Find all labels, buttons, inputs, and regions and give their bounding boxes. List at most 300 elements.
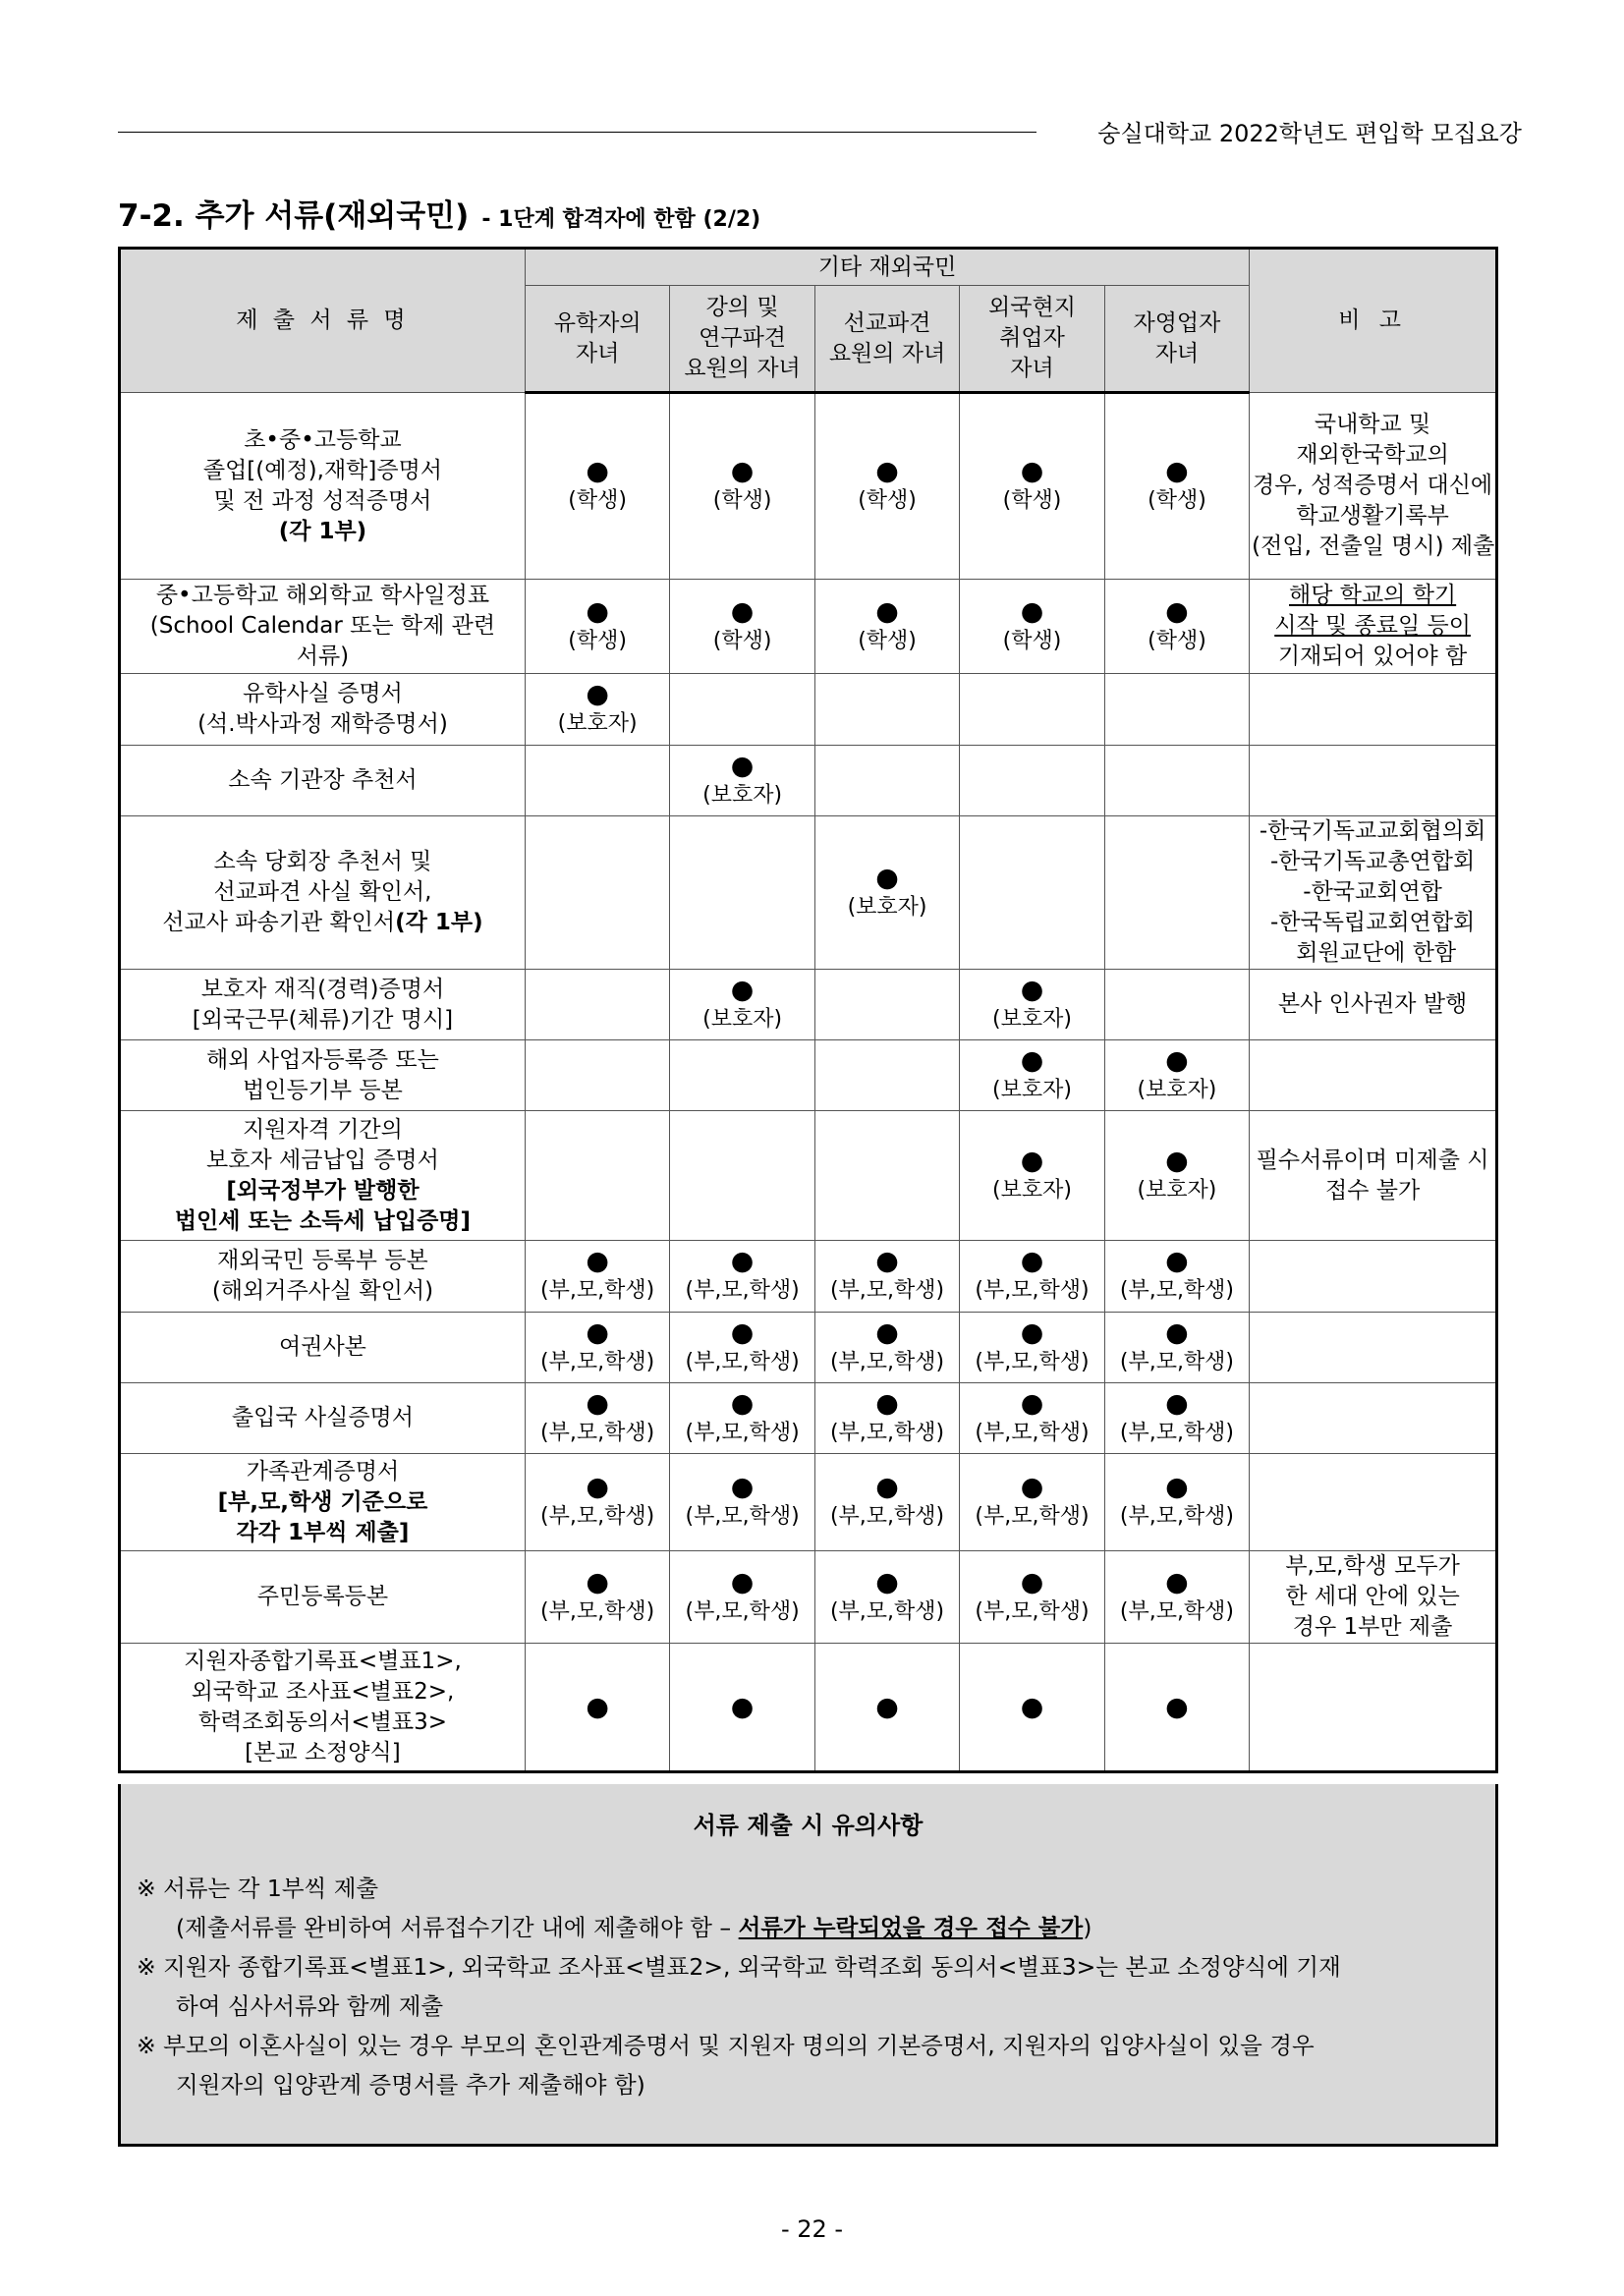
document-name-text: 선교파견 사실 확인서, [213,879,432,905]
document-name [120,1040,526,1111]
required-dot-icon: ● [1165,1472,1189,1502]
table-row [120,816,1497,970]
section-title-sub: - 1단계 합격자에 한함 (2/2) [481,207,761,232]
remark-cell [1250,1111,1497,1241]
column-header-5 [1104,286,1249,393]
remark-line: -한국기독교교회협의회 [1259,818,1486,844]
submitter-label: (부,모,학생) [685,1420,800,1445]
document-name [120,746,526,816]
requirement-cell [525,674,669,746]
group-header: 기타 재외국민 [525,249,1249,286]
section-title-main: 7-2. 추가 서류(재외국민) [118,198,470,234]
remark-cell [1250,1383,1497,1454]
remark-line: -한국기독교총연합회 [1269,849,1476,874]
document-name-text: 보호자 세금납입 증명서 [206,1147,439,1173]
required-dot-icon: ● [1165,456,1189,486]
note-text: 하여 심사서류와 함께 제출 [176,1992,444,2020]
document-name-text: 소속 당회장 추천서 및 [213,849,432,874]
submitter-label: (부,모,학생) [1119,1598,1235,1624]
requirement-cell [814,1241,959,1313]
document-name-text: 선교사 파송기관 확인서 [162,910,396,935]
submitter-label: (부,모,학생) [829,1278,945,1303]
document-name-line [123,517,523,547]
required-dot-icon: ● [875,862,899,893]
document-name-text: 재외국민 등록부 등본 [217,1248,428,1273]
submitter-label: (부,모,학생) [829,1420,945,1445]
submitter-label: (부,모,학생) [975,1278,1090,1303]
document-name-line [123,1246,523,1276]
document-name-text: (각 1부) [278,518,367,544]
remark-line: 필수서류이며 미제출 시 [1256,1147,1489,1173]
remark-line: 학교생활기록부 [1296,503,1449,529]
document-name-line [123,1146,523,1176]
remark-line: -한국교회연합 [1303,879,1442,905]
document-name-text: [본교 소정양식] [245,1739,401,1765]
column-header-line: 연구파견 [699,325,787,351]
document-name-line [123,975,523,1005]
submitter-label: (부,모,학생) [829,1349,945,1374]
submitter-label: (부,모,학생) [540,1598,655,1624]
document-name-text: 지원자격 기간의 [243,1116,403,1143]
document-name-text: [외국정부가 발행한 [226,1177,420,1204]
note-line [137,1908,1485,1947]
submitter-label: (보호자) [702,782,783,808]
submitter-label: (학생) [1148,488,1206,513]
document-name-line [123,1176,523,1206]
remark-cell [1250,816,1497,970]
document-name-line [123,581,523,611]
required-dot-icon: ● [1020,1145,1044,1176]
document-name-text: 소속 기관장 추천서 [228,767,418,793]
remark-line: 재외한국학교의 [1296,442,1449,468]
remark-line: 기재되어 있어야 함 [1277,644,1468,669]
requirement-cell [1104,1241,1249,1313]
table-row [120,1454,1497,1551]
document-name-line [123,1276,523,1307]
required-dot-icon: ● [1020,456,1044,486]
requirement-cell [960,816,1104,970]
header-text: 숭실대학교 2022학년도 편입학 모집요강 [1097,120,1522,147]
required-dot-icon: ● [730,1691,755,1722]
table-row [120,580,1497,674]
document-name-text: 학력조회동의서<별표3> [197,1708,448,1735]
requirement-cell [670,1040,814,1111]
requirement-cell [960,1644,1104,1772]
requirement-cell [670,580,814,674]
column-header-line: 취업자 [999,325,1065,351]
requirement-cell [960,580,1104,674]
required-dot-icon: ● [586,456,609,486]
required-dot-icon: ● [730,1246,755,1276]
note-header: 비 고 [1250,249,1497,393]
submitter-label: (부,모,학생) [975,1420,1090,1445]
required-dot-icon: ● [1020,1472,1044,1502]
document-name-text: 졸업[(예정),재학]증명서 [202,457,443,483]
document-name [120,1454,526,1551]
required-dot-icon: ● [586,1691,609,1722]
requirement-cell [960,1040,1104,1111]
submitter-label: (학생) [1148,628,1206,653]
requirement-cell [670,746,814,816]
remark-line: (전입, 전출일 명시) 제출 [1252,533,1495,559]
required-dot-icon: ● [1165,1316,1189,1348]
table-row [120,1111,1497,1241]
document-name-text: 및 전 과정 성적증명서 [213,487,432,514]
remark-line: 국내학교 및 [1314,412,1431,437]
requirement-cell [814,1111,959,1241]
document-name [120,1111,526,1241]
requirement-cell [960,1383,1104,1454]
submitter-label: (보호자) [992,1006,1072,1032]
document-name-line [123,679,523,709]
requirement-cell [1104,816,1249,970]
column-header-line: 선교파견 [843,309,931,336]
note-text: (제출서류를 완비하여 서류접수기간 내에 제출해야 함 – [176,1914,739,1941]
required-dot-icon: ● [730,456,755,486]
document-name [120,674,526,746]
requirement-cell [814,393,959,580]
submitter-label: (부,모,학생) [685,1278,800,1303]
column-header-4 [960,286,1104,393]
remark-cell [1250,1040,1497,1111]
submitter-label: (부,모,학생) [685,1349,800,1374]
document-name [120,1551,526,1644]
remark-cell [1250,1551,1497,1644]
requirement-cell [1104,674,1249,746]
requirement-cell [525,1241,669,1313]
required-dot-icon: ● [730,750,755,781]
column-header-line: 자녀 [1010,356,1054,381]
required-dot-icon: ● [730,1387,755,1419]
document-name-text: [외국근무(체류)기간 명시] [192,1006,454,1033]
column-header-2 [670,286,814,393]
document-name-line [123,642,523,672]
submitter-label: (학생) [858,628,917,653]
submitter-label: (부,모,학생) [685,1504,800,1529]
requirement-cell [1104,1383,1249,1454]
requirement-cell [525,393,669,580]
required-dot-icon: ● [1165,1145,1189,1176]
required-dot-icon: ● [875,1566,899,1597]
required-dot-icon: ● [1165,1246,1189,1276]
requirement-cell [814,1383,959,1454]
document-name-line [123,847,523,877]
requirement-cell [814,580,959,674]
remark-line: 경우 1부만 제출 [1292,1614,1453,1640]
required-dot-icon: ● [730,974,755,1005]
note-line [137,1987,1485,2026]
table-row [120,674,1497,746]
note-line [137,2026,1485,2065]
document-name-line [123,611,523,642]
required-dot-icon: ● [586,1566,609,1597]
document-name-line [123,1647,523,1677]
table-row [120,1383,1497,1454]
note-line [137,2065,1485,2104]
doc-name-header: 제 출 서 류 명 [120,249,526,393]
column-header-line: 자녀 [1154,340,1200,366]
document-name [120,1644,526,1772]
remark-cell [1250,1241,1497,1313]
document-name-line [123,709,523,740]
document-name-line [123,877,523,908]
submitter-label: (보호자) [702,1006,783,1032]
requirement-cell [960,674,1104,746]
document-name-text: 여권사본 [279,1334,366,1360]
document-name-text: 유학사실 증명서 [243,681,403,706]
requirement-cell [525,1313,669,1383]
remark-cell [1250,1644,1497,1772]
requirement-cell [525,1644,669,1772]
required-dot-icon: ● [586,679,609,709]
table-row [120,1551,1497,1644]
requirement-cell [670,970,814,1040]
submitter-label: (부,모,학생) [829,1504,945,1529]
submitter-label: (보호자) [847,894,927,920]
required-dot-icon: ● [586,595,609,627]
required-dot-icon: ● [730,595,755,627]
submitter-label: (부,모,학생) [1119,1349,1235,1374]
remark-line: 한 세대 안에 있는 [1285,1584,1460,1609]
table-row [120,1313,1497,1383]
document-name-text: 초•중•고등학교 [244,426,402,453]
requirement-cell [814,674,959,746]
remark-line: 본사 인사권자 발행 [1277,991,1468,1017]
submitter-label: (부,모,학생) [685,1598,800,1624]
documents-table [118,247,1498,1773]
document-name-text: 서류) [296,644,350,669]
requirement-cell [960,746,1104,816]
required-dot-icon: ● [586,1387,609,1419]
remark-line: 해당 학교의 학기 [1289,583,1457,608]
requirement-cell [1104,1644,1249,1772]
required-dot-icon: ● [730,1566,755,1597]
requirement-cell [525,1551,669,1644]
submitter-label: (부,모,학생) [1119,1504,1235,1529]
required-dot-icon: ● [875,1472,899,1502]
requirement-cell [525,816,669,970]
table-row [120,1040,1497,1111]
document-name-text: 출입국 사실증명서 [231,1405,414,1430]
note-tail: ) [1083,1914,1092,1941]
requirement-cell [525,970,669,1040]
required-dot-icon: ● [875,1691,899,1722]
submitter-label: (학생) [1002,488,1062,513]
requirement-cell [525,746,669,816]
requirement-cell [814,1040,959,1111]
document-name-line [123,486,523,517]
document-name-line [123,1708,523,1738]
requirement-cell [670,816,814,970]
document-name-line [123,1582,523,1612]
requirement-cell [1104,970,1249,1040]
required-dot-icon: ● [1165,595,1189,627]
submitter-label: (학생) [568,628,627,653]
document-name-text: 중•고등학교 해외학교 학사일정표 [155,583,490,608]
document-name [120,1313,526,1383]
note-text: 지원자의 입양관계 증명서를 추가 제출해야 함) [176,2071,645,2099]
document-name-line [123,1403,523,1433]
requirement-cell [670,1241,814,1313]
remark-cell [1250,746,1497,816]
requirement-cell [670,393,814,580]
requirement-cell [525,1454,669,1551]
required-dot-icon: ● [875,456,899,486]
submitter-label: (학생) [858,488,917,513]
note-text: ※ 서류는 각 1부씩 제출 [137,1875,379,1902]
required-dot-icon: ● [1165,1691,1189,1722]
document-name-line [123,1115,523,1146]
requirement-cell [1104,1313,1249,1383]
requirement-cell [525,1383,669,1454]
requirement-cell [960,1111,1104,1241]
requirement-cell [814,1454,959,1551]
required-dot-icon: ● [730,1472,755,1502]
requirement-cell [814,1313,959,1383]
requirement-cell [670,1383,814,1454]
document-name-line [123,1045,523,1076]
submitter-label: (학생) [712,628,772,653]
document-name-text: 가족관계증명서 [246,1458,400,1484]
submitter-label: (부,모,학생) [540,1349,655,1374]
requirement-cell [525,1040,669,1111]
requirement-cell [814,1644,959,1772]
document-name-line [123,1518,523,1548]
remark-line: 경우, 성적증명서 대신에 [1253,473,1493,498]
requirement-cell [670,1551,814,1644]
required-dot-icon: ● [1020,1387,1044,1419]
document-name-text: 각각 1부씩 제출] [236,1519,410,1545]
requirement-cell [1104,1454,1249,1551]
requirement-cell [1104,1111,1249,1241]
note-line [137,1869,1485,1908]
document-name-text: 지원자종합기록표<별표1>, [184,1648,462,1674]
document-name-text: 주민등록등본 [256,1584,389,1609]
requirement-cell [814,816,959,970]
requirement-cell [960,1241,1104,1313]
required-dot-icon: ● [875,595,899,627]
remark-line: -한국독립교회연합회 [1269,910,1476,935]
required-dot-icon: ● [1020,1044,1044,1076]
document-name-line [123,1677,523,1708]
requirement-cell [960,1551,1104,1644]
remark-cell [1250,393,1497,580]
document-name-text: (해외거주사실 확인서) [211,1278,434,1304]
column-header-line: 유학자의 [553,309,642,336]
requirement-cell [960,1313,1104,1383]
requirement-cell [960,1454,1104,1551]
submitter-label: (보호자) [1137,1077,1217,1102]
note-emphasis: 서류가 누락되었을 경우 접수 불가 [738,1914,1084,1941]
document-name [120,1241,526,1313]
required-dot-icon: ● [1165,1566,1189,1597]
remark-cell [1250,1454,1497,1551]
document-name-line [123,1332,523,1363]
requirement-cell [525,1111,669,1241]
submitter-label: (학생) [568,488,627,513]
column-header-line: 요원의 자녀 [828,340,946,366]
document-name-text: 외국학교 조사표<별표2>, [191,1678,455,1705]
remark-line: 부,모,학생 모두가 [1285,1553,1460,1579]
submitter-label: (부,모,학생) [975,1504,1090,1529]
document-name-bold: (각 1부) [395,910,483,935]
submitter-label: (부,모,학생) [540,1504,655,1529]
required-dot-icon: ● [586,1316,609,1348]
note-text: ※ 부모의 이혼사실이 있는 경우 부모의 혼인관계증명서 및 지원자 명의의 기본증명서, 지원자의 입양사실이 있을 경우 [137,2032,1315,2059]
required-dot-icon: ● [875,1387,899,1419]
remark-line: 시작 및 종료일 등이 [1274,613,1471,639]
document-name-line [123,1076,523,1106]
page-number: - 22 - [780,2215,844,2243]
remark-cell [1250,674,1497,746]
document-name [120,816,526,970]
section-title [118,191,760,235]
notes-body [137,1869,1485,2104]
remark-cell [1250,1313,1497,1383]
submitter-label: (보호자) [1137,1177,1217,1203]
requirement-cell [814,1551,959,1644]
document-name-line [123,1005,523,1036]
requirement-cell [1104,746,1249,816]
document-name-text: (석.박사과정 재학증명서) [197,711,448,737]
required-dot-icon: ● [1020,1691,1044,1722]
document-name-line [123,908,523,938]
remark-cell [1250,580,1497,674]
document-name-line [123,765,523,796]
document-name-line [123,1457,523,1487]
required-dot-icon: ● [875,1316,899,1348]
required-dot-icon: ● [875,1246,899,1276]
requirement-cell [814,970,959,1040]
table-row [120,1241,1497,1313]
requirement-cell [525,580,669,674]
requirement-cell [670,1111,814,1241]
required-dot-icon: ● [1020,1566,1044,1597]
column-header-line: 자녀 [575,340,620,366]
submitter-label: (부,모,학생) [540,1420,655,1445]
remark-line: 접수 불가 [1324,1177,1421,1204]
requirement-cell [670,1644,814,1772]
submitter-label: (부,모,학생) [540,1278,655,1303]
document-name-text: 보호자 재직(경력)증명서 [200,976,445,1002]
document-name-line [123,1487,523,1518]
submitter-label: (학생) [1002,628,1062,653]
remark-cell [1250,970,1497,1040]
required-dot-icon: ● [730,1316,755,1348]
submitter-label: (부,모,학생) [975,1349,1090,1374]
requirement-cell [1104,1040,1249,1111]
required-dot-icon: ● [1020,595,1044,627]
requirement-cell [1104,393,1249,580]
table-row [120,746,1497,816]
requirement-cell [814,746,959,816]
column-header-3 [814,286,959,393]
requirement-cell [1104,1551,1249,1644]
requirement-cell [670,1313,814,1383]
column-header-line: 외국현지 [988,295,1076,320]
requirement-cell [960,970,1104,1040]
requirement-cell [670,674,814,746]
submitter-label: (부,모,학생) [975,1598,1090,1624]
submitter-label: (부,모,학생) [1119,1420,1235,1445]
table-row [120,393,1497,580]
requirement-cell [1104,580,1249,674]
document-name-line [123,1206,523,1237]
submitter-label: (보호자) [992,1177,1072,1203]
document-name [120,580,526,674]
column-header-1 [525,286,669,393]
required-dot-icon: ● [586,1246,609,1276]
